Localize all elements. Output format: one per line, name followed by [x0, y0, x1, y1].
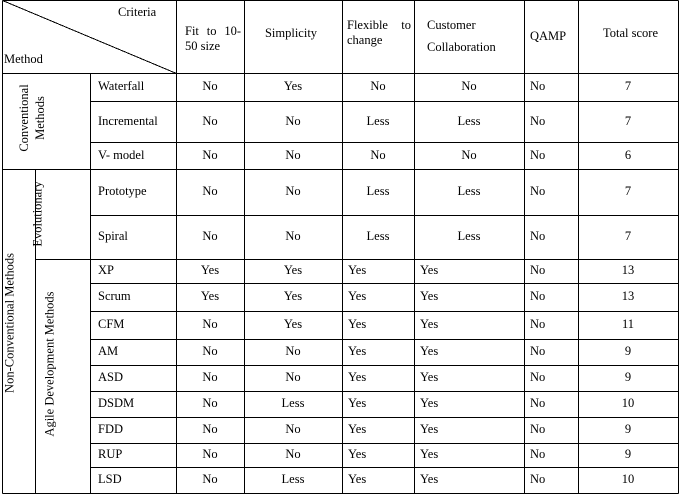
cell-flexible: Less	[366, 184, 390, 198]
cell-simplicity: No	[285, 344, 301, 358]
cell-method: V- model	[98, 147, 145, 162]
cell-total: 6	[624, 147, 632, 162]
cell-simplicity: Yes	[283, 317, 303, 331]
cell-fit: No	[202, 113, 218, 128]
group-conventional-line2: Methods	[33, 96, 47, 140]
cell-collaboration: Yes	[420, 396, 439, 410]
cell-fit: No	[202, 317, 218, 331]
column-header-fit-size-line1: Fit to 10-	[185, 24, 241, 38]
cell-qamp: No	[530, 184, 546, 198]
cell-flexible: Yes	[348, 396, 367, 410]
column-header-flexible-line2: change	[347, 33, 383, 47]
cell-flexible: No	[370, 79, 386, 93]
group-non-conventional-methods: Non-Conventional Methods	[2, 253, 17, 393]
cell-total: 11	[621, 317, 635, 331]
header-criteria-label: Criteria	[118, 5, 157, 19]
column-header-fit-size-line2: 50 size	[185, 39, 221, 53]
cell-collaboration: Yes	[420, 289, 439, 303]
cell-simplicity: No	[285, 147, 301, 162]
column-header-collaboration-line1: Customer	[427, 18, 476, 32]
cell-method: Waterfall	[98, 79, 145, 93]
cell-collaboration: Yes	[420, 263, 439, 277]
cell-qamp: No	[530, 396, 546, 410]
cell-flexible: Yes	[348, 263, 367, 277]
cell-method: Spiral	[98, 229, 128, 243]
cell-fit: No	[202, 79, 218, 93]
cell-fit: No	[202, 147, 218, 162]
cell-total: 7	[624, 229, 632, 243]
cell-collaboration: No	[461, 147, 477, 162]
cell-simplicity: No	[285, 447, 301, 461]
cell-simplicity: No	[285, 370, 301, 384]
cell-total: 9	[624, 370, 632, 384]
cell-total: 13	[621, 263, 635, 277]
cell-fit: No	[202, 184, 218, 198]
cell-flexible: Less	[366, 113, 390, 128]
cell-qamp: No	[530, 472, 546, 486]
cell-flexible: Yes	[348, 289, 367, 303]
cell-method: RUP	[98, 447, 123, 461]
cell-collaboration: Less	[457, 113, 481, 128]
cell-simplicity: Yes	[283, 79, 303, 93]
group-conventional-methods	[16, 84, 48, 151]
cell-fit: Yes	[200, 289, 220, 303]
cell-collaboration: Less	[457, 229, 481, 243]
column-header-collaboration-line2: Collaboration	[427, 40, 496, 54]
cell-simplicity: No	[285, 113, 301, 128]
cell-method: XP	[98, 263, 114, 277]
cell-flexible: Yes	[348, 344, 367, 358]
cell-flexible: Yes	[348, 317, 367, 331]
cell-method: Prototype	[98, 184, 147, 198]
column-header-total-score: Total score	[602, 26, 658, 40]
cell-method: Scrum	[98, 289, 131, 303]
group-conventional-line1: Conventional	[17, 84, 31, 152]
cell-qamp: No	[530, 147, 546, 162]
cell-method: FDD	[98, 422, 124, 436]
cell-simplicity: No	[285, 422, 301, 436]
cell-qamp: No	[530, 344, 546, 358]
cell-flexible: No	[370, 147, 386, 162]
cell-simplicity: Less	[281, 472, 305, 486]
column-header-simplicity: Simplicity	[264, 26, 318, 40]
column-header-flexible-line1: Flexible to	[347, 18, 411, 32]
cell-qamp: No	[530, 229, 546, 243]
column-header-fit-size	[185, 24, 241, 54]
cell-simplicity: No	[285, 184, 301, 198]
column-header-collaboration	[427, 14, 517, 58]
cell-qamp: No	[530, 370, 546, 384]
cell-qamp: No	[530, 422, 546, 436]
cell-total: 10	[621, 396, 635, 410]
cell-qamp: No	[530, 317, 546, 331]
cell-flexible: Yes	[348, 422, 367, 436]
cell-fit: No	[202, 344, 218, 358]
cell-fit: No	[202, 229, 218, 243]
cell-collaboration: Yes	[420, 317, 439, 331]
cell-qamp: No	[530, 289, 546, 303]
group-evolutionary: Evolutionary	[30, 181, 45, 247]
cell-total: 13	[621, 289, 635, 303]
cell-collaboration: Yes	[420, 370, 439, 384]
cell-simplicity: Less	[281, 396, 305, 410]
cell-method: LSD	[98, 472, 122, 486]
cell-total: 9	[624, 447, 632, 461]
cell-collaboration: Yes	[420, 422, 439, 436]
cell-collaboration: Yes	[420, 447, 439, 461]
cell-total: 10	[621, 472, 635, 486]
cell-flexible: Yes	[348, 472, 367, 486]
cell-simplicity: No	[285, 229, 301, 243]
cell-fit: Yes	[200, 263, 220, 277]
cell-total: 7	[624, 184, 632, 198]
cell-qamp: No	[530, 447, 546, 461]
column-header-flexible	[347, 18, 411, 48]
column-header-qamp: QAMP	[530, 29, 567, 43]
cell-qamp: No	[530, 113, 546, 128]
cell-flexible: Yes	[348, 447, 367, 461]
cell-fit: No	[202, 447, 218, 461]
cell-fit: No	[202, 422, 218, 436]
cell-collaboration: Yes	[420, 472, 439, 486]
cell-qamp: No	[530, 263, 546, 277]
cell-total: 7	[624, 113, 632, 128]
cell-flexible: Yes	[348, 370, 367, 384]
cell-collaboration: No	[461, 79, 477, 93]
cell-qamp: No	[530, 79, 546, 93]
cell-flexible: Less	[366, 229, 390, 243]
cell-method: AM	[98, 344, 119, 358]
cell-fit: No	[202, 472, 218, 486]
cell-method: ASD	[98, 370, 124, 384]
cell-collaboration: Yes	[420, 344, 439, 358]
cell-fit: No	[202, 370, 218, 384]
cell-total: 9	[624, 344, 632, 358]
cell-simplicity: Yes	[283, 289, 303, 303]
cell-collaboration: Less	[457, 184, 481, 198]
cell-method: CFM	[98, 317, 125, 331]
cell-total: 7	[624, 79, 632, 93]
cell-method: DSDM	[98, 396, 135, 410]
cell-method: Incremental	[98, 113, 158, 128]
cell-total: 9	[624, 422, 632, 436]
cell-simplicity: Yes	[283, 263, 303, 277]
cell-fit: No	[202, 396, 218, 410]
header-method-label: Method	[4, 52, 43, 66]
group-agile-development-methods: Agile Development Methods	[42, 291, 57, 437]
